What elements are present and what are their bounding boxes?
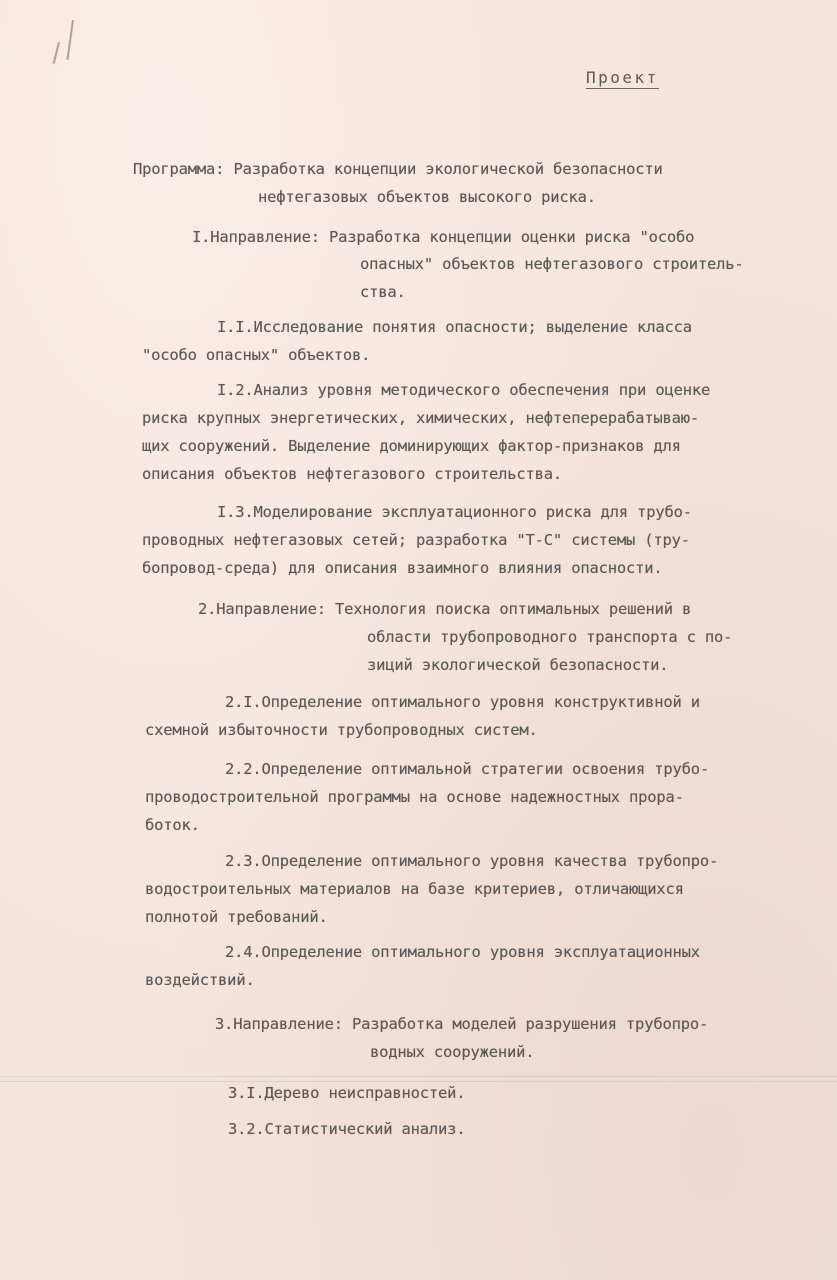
subitem-line: бопровод-среда) для описания взаимного влияния опасности.: [142, 559, 663, 577]
program-line: Программа: Разработка концепции экологической безопасности: [133, 160, 663, 178]
subitem-line: боток.: [145, 816, 200, 834]
program-line: нефтегазовых объектов высокого риска.: [258, 188, 596, 206]
subitem-line: проводных нефтегазовых сетей; разработка "Т-С" системы (тру-: [142, 531, 690, 549]
subitem-line: водостроительных материалов на базе критериев, отличающихся: [145, 880, 684, 898]
faint-ruled-line: [0, 1081, 837, 1082]
subitem-line: 2.4.Определение оптимального уровня эксплуатационных: [225, 943, 700, 961]
subitem-line: риска крупных энергетических, химических, нефтеперерабатываю-: [142, 409, 700, 427]
subitem-line: 2.2.Определение оптимальной стратегии освоения трубо-: [225, 760, 709, 778]
direction-line: ства.: [360, 283, 406, 301]
subitem-line: I.2.Анализ уровня методического обеспечения при оценке: [217, 381, 711, 399]
direction-heading: 3.Направление: Разработка моделей разрушения трубопро-: [215, 1015, 709, 1033]
subitem-line: схемной избыточности трубопроводных систем.: [145, 721, 538, 739]
direction-heading: 2.Направление: Технология поиска оптимальных решений в: [198, 600, 692, 618]
subitem-line: 3.I.Дерево неисправностей.: [228, 1084, 466, 1102]
subitem-line: описания объектов нефтегазового строительства.: [142, 465, 563, 483]
direction-line: водных сооружений.: [370, 1043, 535, 1061]
direction-line: опасных" объектов нефтегазового строитель-: [360, 255, 744, 273]
subitem-line: "особо опасных" объектов.: [142, 346, 371, 364]
subitem-line: проводостроительной программы на основе надежностных прора-: [145, 788, 684, 806]
faint-ruled-line: [0, 1076, 837, 1077]
direction-line: зиций экологической безопасности.: [367, 656, 669, 674]
subitem-line: 2.3.Определение оптимального уровня качества трубопро-: [225, 852, 719, 870]
pencil-mark: [66, 20, 73, 60]
subitem-line: воздействий.: [145, 971, 255, 989]
subitem-line: 2.I.Определение оптимального уровня конструктивной и: [225, 693, 700, 711]
subitem-line: щих сооружений. Выделение доминирующих фактор-признаков для: [142, 437, 681, 455]
subitem-line: I.3.Моделирование эксплуатационного риска для трубо-: [217, 503, 692, 521]
subitem-line: I.I.Исследование понятия опасности; выделение класса: [217, 318, 692, 336]
subitem-line: полнотой требований.: [145, 908, 328, 926]
subitem-line: 3.2.Статистический анализ.: [228, 1120, 466, 1138]
direction-line: области трубопроводного транспорта с по-: [367, 628, 733, 646]
document-title: Проект: [586, 68, 659, 87]
direction-heading: I.Направление: Разработка концепции оценки риска "особо: [192, 228, 695, 246]
pencil-mark: [53, 42, 60, 64]
